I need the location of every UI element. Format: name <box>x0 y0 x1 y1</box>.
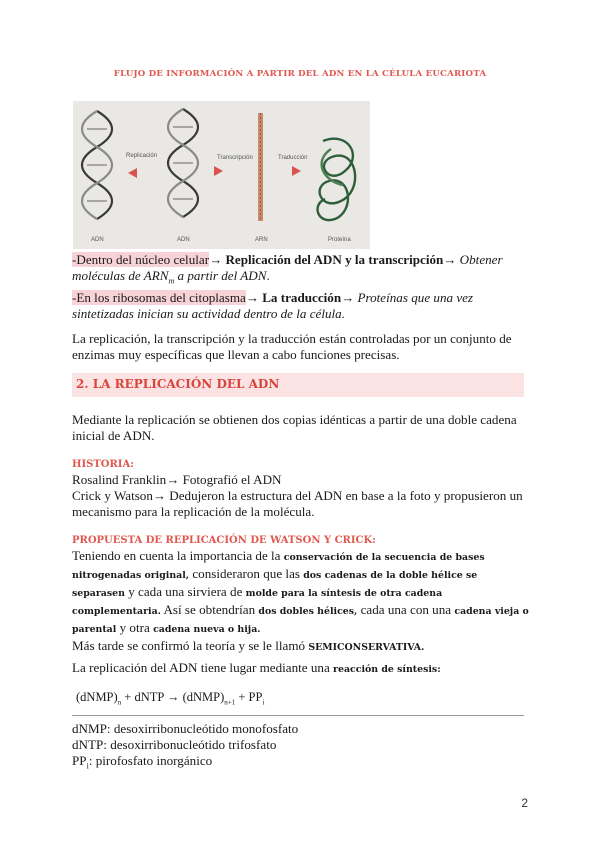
propuesta-bold-2: dos cadenas de la doble hélice se separasen <box>72 570 478 599</box>
replication-transcription: Replicación del ADN y la transcripción <box>225 252 444 267</box>
figure-label-replicacion: Replicación <box>126 153 158 159</box>
formula-part-a: (dNMP) <box>76 690 118 704</box>
section-paragraph: Mediante la replicación se obtienen dos copias idénticas a partir de una doble cadena inicial de ADN. <box>72 412 517 444</box>
synthesis-text: La replicación del ADN tiene lugar mediante una <box>72 660 334 675</box>
figure-label-traduccion: Traducción <box>278 155 308 161</box>
formula-sub-a: n <box>117 698 122 707</box>
figure-caption-arn: ARN <box>255 237 268 243</box>
period: . <box>266 268 270 284</box>
propuesta-text-6: y otra <box>116 620 154 635</box>
arrow-3: → <box>245 290 259 306</box>
page-title: FLUJO DE INFORMACIÓN A PARTIR DEL ADN EN LA CÉLULA EUCARIOTA <box>113 69 487 79</box>
formula-sub-c: i <box>262 698 265 707</box>
propuesta-text-5: cada una con una <box>357 602 455 617</box>
proteins-text: Proteínas que una vez sintetizadas inician su actividad dentro de la célula. <box>72 290 474 322</box>
page-number: 2 <box>521 796 528 810</box>
ppi-subscript: i <box>86 762 89 772</box>
propuesta-bold-6: cadena nueva o hija. <box>153 624 261 635</box>
formula-part-c: + PP <box>235 690 263 704</box>
historia-line-1: Rosalind Franklin→ Fotografió el ADN <box>72 472 282 487</box>
section-heading: 2. LA REPLICACIÓN DEL ADN <box>76 377 280 391</box>
figure-label-transcripcion: Transcripción <box>217 155 253 161</box>
propuesta-body <box>72 548 532 656</box>
from-dna-text: a partir del ADN <box>174 268 267 284</box>
synthesis-formula <box>76 690 264 707</box>
historia-heading: HISTORIA: <box>72 459 134 470</box>
propuesta-text-2: consideraron que las <box>189 566 304 581</box>
obtain-rna-text: Obtener moléculas de ARN <box>72 252 503 284</box>
historia-body <box>72 472 532 521</box>
dna-flow-illustration <box>73 101 370 249</box>
rna-strand <box>258 113 263 221</box>
synthesis-line <box>72 660 532 678</box>
propuesta-bold-3: molde para la síntesis de otra cadena complementaria. <box>72 588 443 617</box>
propuesta-text-4: Así se obtendrían <box>160 602 259 617</box>
definitions <box>72 721 532 775</box>
figure-caption-adn-1: ADN <box>91 237 104 243</box>
intro-paragraph: La replicación, la transcripción y la traducción están controladas por un conjunto de enzimas muy específicas que llevan a cabo funciones precisas. <box>72 331 512 363</box>
synthesis-bold: reacción de síntesis: <box>333 664 441 675</box>
section-heading-box <box>72 373 524 397</box>
flow-description <box>72 252 532 322</box>
formula-sub-b: n+1 <box>224 698 236 707</box>
semiconservativa-label: SEMICONSERVATIVA. <box>308 642 425 653</box>
definition-ppi <box>72 753 532 775</box>
ribosome-label: -En los ribosomas del citoplasma <box>72 290 246 306</box>
translation-label: La traducción <box>262 290 342 306</box>
propuesta-bold-4: dos dobles hélices, <box>258 606 358 617</box>
nucleus-label: -Dentro del núcleo celular <box>72 252 210 267</box>
historia-line-2: Crick y Watson→ Dedujeron la estructura del ADN en base a la foto y propusieron un mecanismo para la replicación de la molécula. <box>72 488 523 520</box>
arrow-2: → <box>443 252 457 267</box>
propuesta-text-1: Teniendo en cuenta la importancia de la <box>72 548 284 563</box>
definition-dntp: dNTP: desoxirribonucleótido trifosfato <box>72 737 277 753</box>
formula-part-b: + dNTP → (dNMP) <box>121 690 225 704</box>
arrow-1: → <box>209 252 223 267</box>
propuesta-bold-1: conservación de la secuencia de bases nitrogenadas original, <box>72 552 485 581</box>
propuesta-heading: PROPUESTA DE REPLICACIÓN DE WATSON Y CRICK: <box>72 535 376 546</box>
propuesta-bold-5: cadena vieja o parental <box>72 606 529 635</box>
ppi-symbol: PP <box>72 753 87 769</box>
definition-dnmp: dNMP: desoxirribonucleótido monofosfato <box>72 721 299 736</box>
figure-caption-proteina: Proteína <box>328 237 351 243</box>
rna-subscript: m <box>168 276 175 286</box>
ppi-description: : pirofosfato inorgánico <box>88 753 213 769</box>
propuesta-text-3: y cada una sirviera de <box>124 584 246 599</box>
figure-caption-adn-2: ADN <box>177 237 190 243</box>
arrow-4: → <box>341 290 355 306</box>
divider-line <box>72 715 524 716</box>
dna-flow-figure <box>73 101 370 249</box>
propuesta-text-7: Más tarde se confirmó la teoría y se le llamó <box>72 638 309 653</box>
